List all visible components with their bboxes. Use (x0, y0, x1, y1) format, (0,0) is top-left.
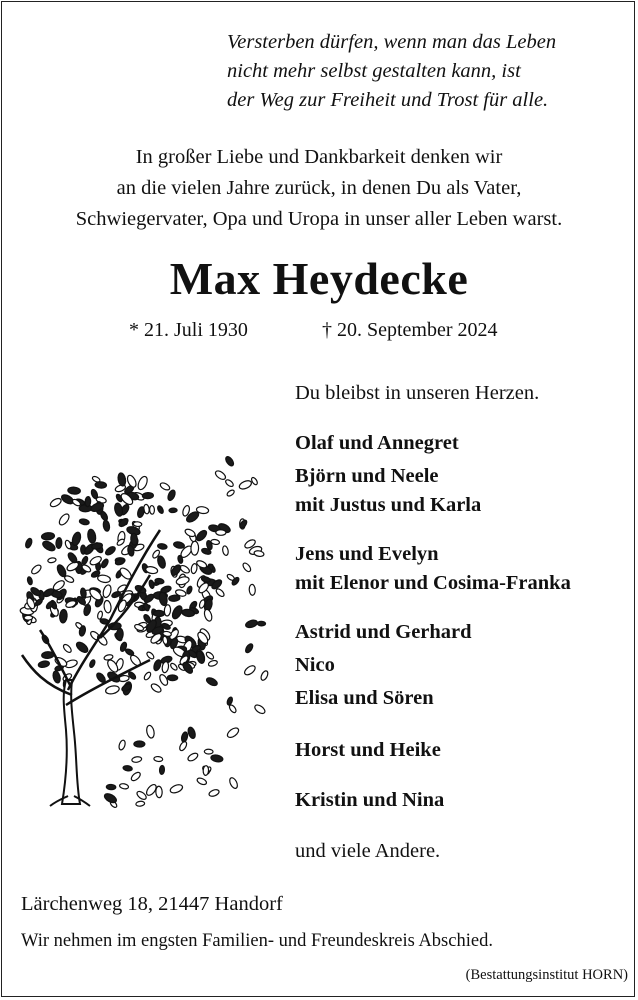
leaf (205, 676, 218, 687)
leaf (224, 455, 235, 467)
leaf (125, 648, 135, 657)
intro-line: In großer Liebe und Dankbarkeit denken wir (135, 146, 503, 168)
mourner-group (295, 429, 459, 458)
mourner-line: Horst und Heike (295, 739, 441, 761)
leaf (27, 576, 33, 585)
mourner-line: Jens und Evelyn (295, 543, 439, 565)
mourner-line: Olaf und Annegret (295, 432, 459, 454)
leaf (244, 643, 254, 654)
leaf (24, 538, 33, 549)
leaf (104, 654, 114, 661)
leaf (191, 563, 198, 574)
leaf (157, 505, 165, 514)
leaf (158, 673, 169, 686)
leaf (169, 783, 184, 794)
leaf (79, 518, 90, 525)
leaf (149, 505, 154, 514)
leaf (167, 675, 177, 681)
leaf (159, 765, 164, 774)
leaf (226, 726, 240, 739)
leaf (57, 512, 70, 526)
leaf (222, 545, 229, 555)
leaf (228, 777, 239, 790)
leaf (87, 529, 97, 544)
leaf (156, 786, 163, 798)
leaf (41, 532, 55, 540)
leaf (123, 765, 133, 771)
leaf (24, 615, 33, 620)
leaf (62, 643, 72, 654)
leaf (191, 541, 199, 555)
leaf (243, 664, 257, 677)
others-line: und viele Andere. (295, 840, 441, 862)
leaf (173, 541, 185, 549)
leaf (136, 790, 148, 801)
leaf (186, 586, 193, 595)
mourner-line: Elisa und Sören (295, 687, 434, 709)
leaf (136, 801, 145, 807)
leaf (102, 520, 110, 532)
leaf (103, 600, 111, 613)
leaf (119, 783, 129, 790)
leaf (160, 585, 172, 594)
leaf (195, 650, 206, 664)
leaf (169, 662, 178, 671)
leaf (71, 531, 82, 546)
leaf (95, 481, 107, 488)
leaf (131, 756, 142, 763)
leaf (117, 472, 127, 486)
leaf (118, 739, 126, 750)
leaf (49, 497, 62, 509)
leaf (133, 521, 142, 526)
leaf (214, 469, 227, 481)
poem (227, 28, 556, 115)
tree-branches (22, 530, 160, 705)
leaf (89, 659, 96, 668)
leaf (205, 651, 215, 660)
leaf (187, 726, 197, 739)
leaf (64, 575, 75, 584)
funeral-home: (Bestattungsinstitut HORN) (465, 967, 628, 983)
leaf (99, 510, 108, 521)
leaf (143, 671, 152, 681)
leaf (106, 784, 116, 790)
leaf (226, 489, 235, 497)
leaf (64, 539, 72, 549)
leaf (153, 610, 164, 616)
intro-text (0, 142, 638, 235)
leaf (103, 792, 118, 804)
leaf (90, 489, 99, 500)
farewell-notice: Wir nehmen im engsten Familien- und Freundeskreis Abschied. (21, 931, 493, 951)
leaf (146, 651, 155, 660)
leaf (196, 777, 207, 786)
leaf (85, 496, 91, 506)
leaf (102, 584, 113, 598)
leaf (145, 566, 158, 575)
leaf (59, 609, 68, 623)
leaf (142, 492, 153, 498)
leaf (156, 555, 166, 569)
leaf (226, 696, 233, 705)
leaf (114, 502, 124, 517)
leaf (224, 479, 234, 488)
leaf (104, 545, 116, 556)
leaves-group (20, 455, 269, 808)
leaf (130, 771, 142, 782)
leaf (249, 584, 256, 595)
mourner-group (295, 618, 472, 713)
leaf (67, 551, 79, 564)
leaf (254, 550, 265, 557)
leaf (204, 749, 213, 754)
leaf (245, 619, 259, 629)
leaf (52, 670, 61, 683)
leaf (187, 752, 199, 763)
leaf (228, 704, 237, 714)
leaf (215, 588, 225, 598)
leaf (30, 563, 42, 575)
leaf (257, 621, 265, 626)
leaf (169, 508, 177, 513)
leaf (126, 474, 138, 489)
leaf (75, 640, 90, 654)
leaf (167, 489, 177, 502)
leaf (68, 487, 81, 495)
leaf (253, 703, 266, 715)
poem-line: Versterben dürfen, wenn man das Leben (227, 31, 557, 53)
mourner-group (295, 540, 571, 598)
leaf (41, 539, 56, 552)
leaf (97, 574, 111, 583)
mourner-line: mit Elenor und Cosima-Franka (295, 572, 571, 594)
leaf (47, 557, 56, 563)
leaf (157, 543, 167, 550)
mourner-line: Nico (295, 654, 335, 676)
mourner-group (295, 786, 444, 815)
leaf (56, 538, 63, 549)
leaf (195, 529, 209, 543)
intro-line: Schwiegervater, Opa und Uropa in unser aller Leben warst. (75, 208, 563, 230)
leaf (175, 575, 190, 586)
leaf (136, 475, 149, 491)
leaf (203, 766, 209, 776)
death-date: † 20. September 2024 (322, 319, 498, 341)
mourner-line: Astrid und Gerhard (295, 621, 472, 643)
deceased-name: Max Heydecke (169, 253, 469, 304)
leaf (154, 756, 163, 762)
leaf (210, 754, 223, 763)
leaf (216, 530, 226, 536)
leaf (81, 556, 89, 566)
leaf (208, 788, 220, 797)
leaf (159, 482, 171, 492)
poem-line: nicht mehr selbst gestalten kann, ist (227, 60, 521, 82)
mourner-group (295, 736, 441, 765)
leaf (181, 731, 189, 742)
intro-line: an die vielen Jahre zurück, in denen Du als Vater, (116, 177, 522, 199)
leaf (153, 659, 163, 672)
mourner-group (295, 462, 481, 520)
leaf (184, 528, 196, 538)
mourner-line: Björn und Neele (295, 465, 439, 487)
leaf (118, 517, 130, 528)
leaf (242, 562, 252, 573)
mourner-line: mit Justus und Karla (295, 494, 482, 516)
tree-with-falling-leaves-icon (10, 440, 270, 815)
leaf (168, 595, 180, 602)
leaf (203, 608, 213, 622)
leaf (260, 670, 269, 681)
leaf (134, 741, 145, 747)
address: Lärchenweg 18, 21447 Handorf (21, 893, 283, 915)
memorial-line: Du bleibst in unseren Herzen. (295, 382, 540, 404)
leaf (116, 628, 123, 640)
leaf (137, 506, 146, 518)
leaf (238, 479, 253, 491)
mourner-line: Kristin und Nina (295, 789, 445, 811)
leaf (150, 682, 163, 693)
leaf (146, 725, 156, 739)
leaf (105, 685, 120, 696)
poem-line: der Weg zur Freiheit und Trost für alle. (227, 89, 549, 111)
leaf (208, 660, 218, 668)
leaf (38, 660, 50, 668)
birth-date: * 21. Juli 1930 (129, 319, 248, 341)
